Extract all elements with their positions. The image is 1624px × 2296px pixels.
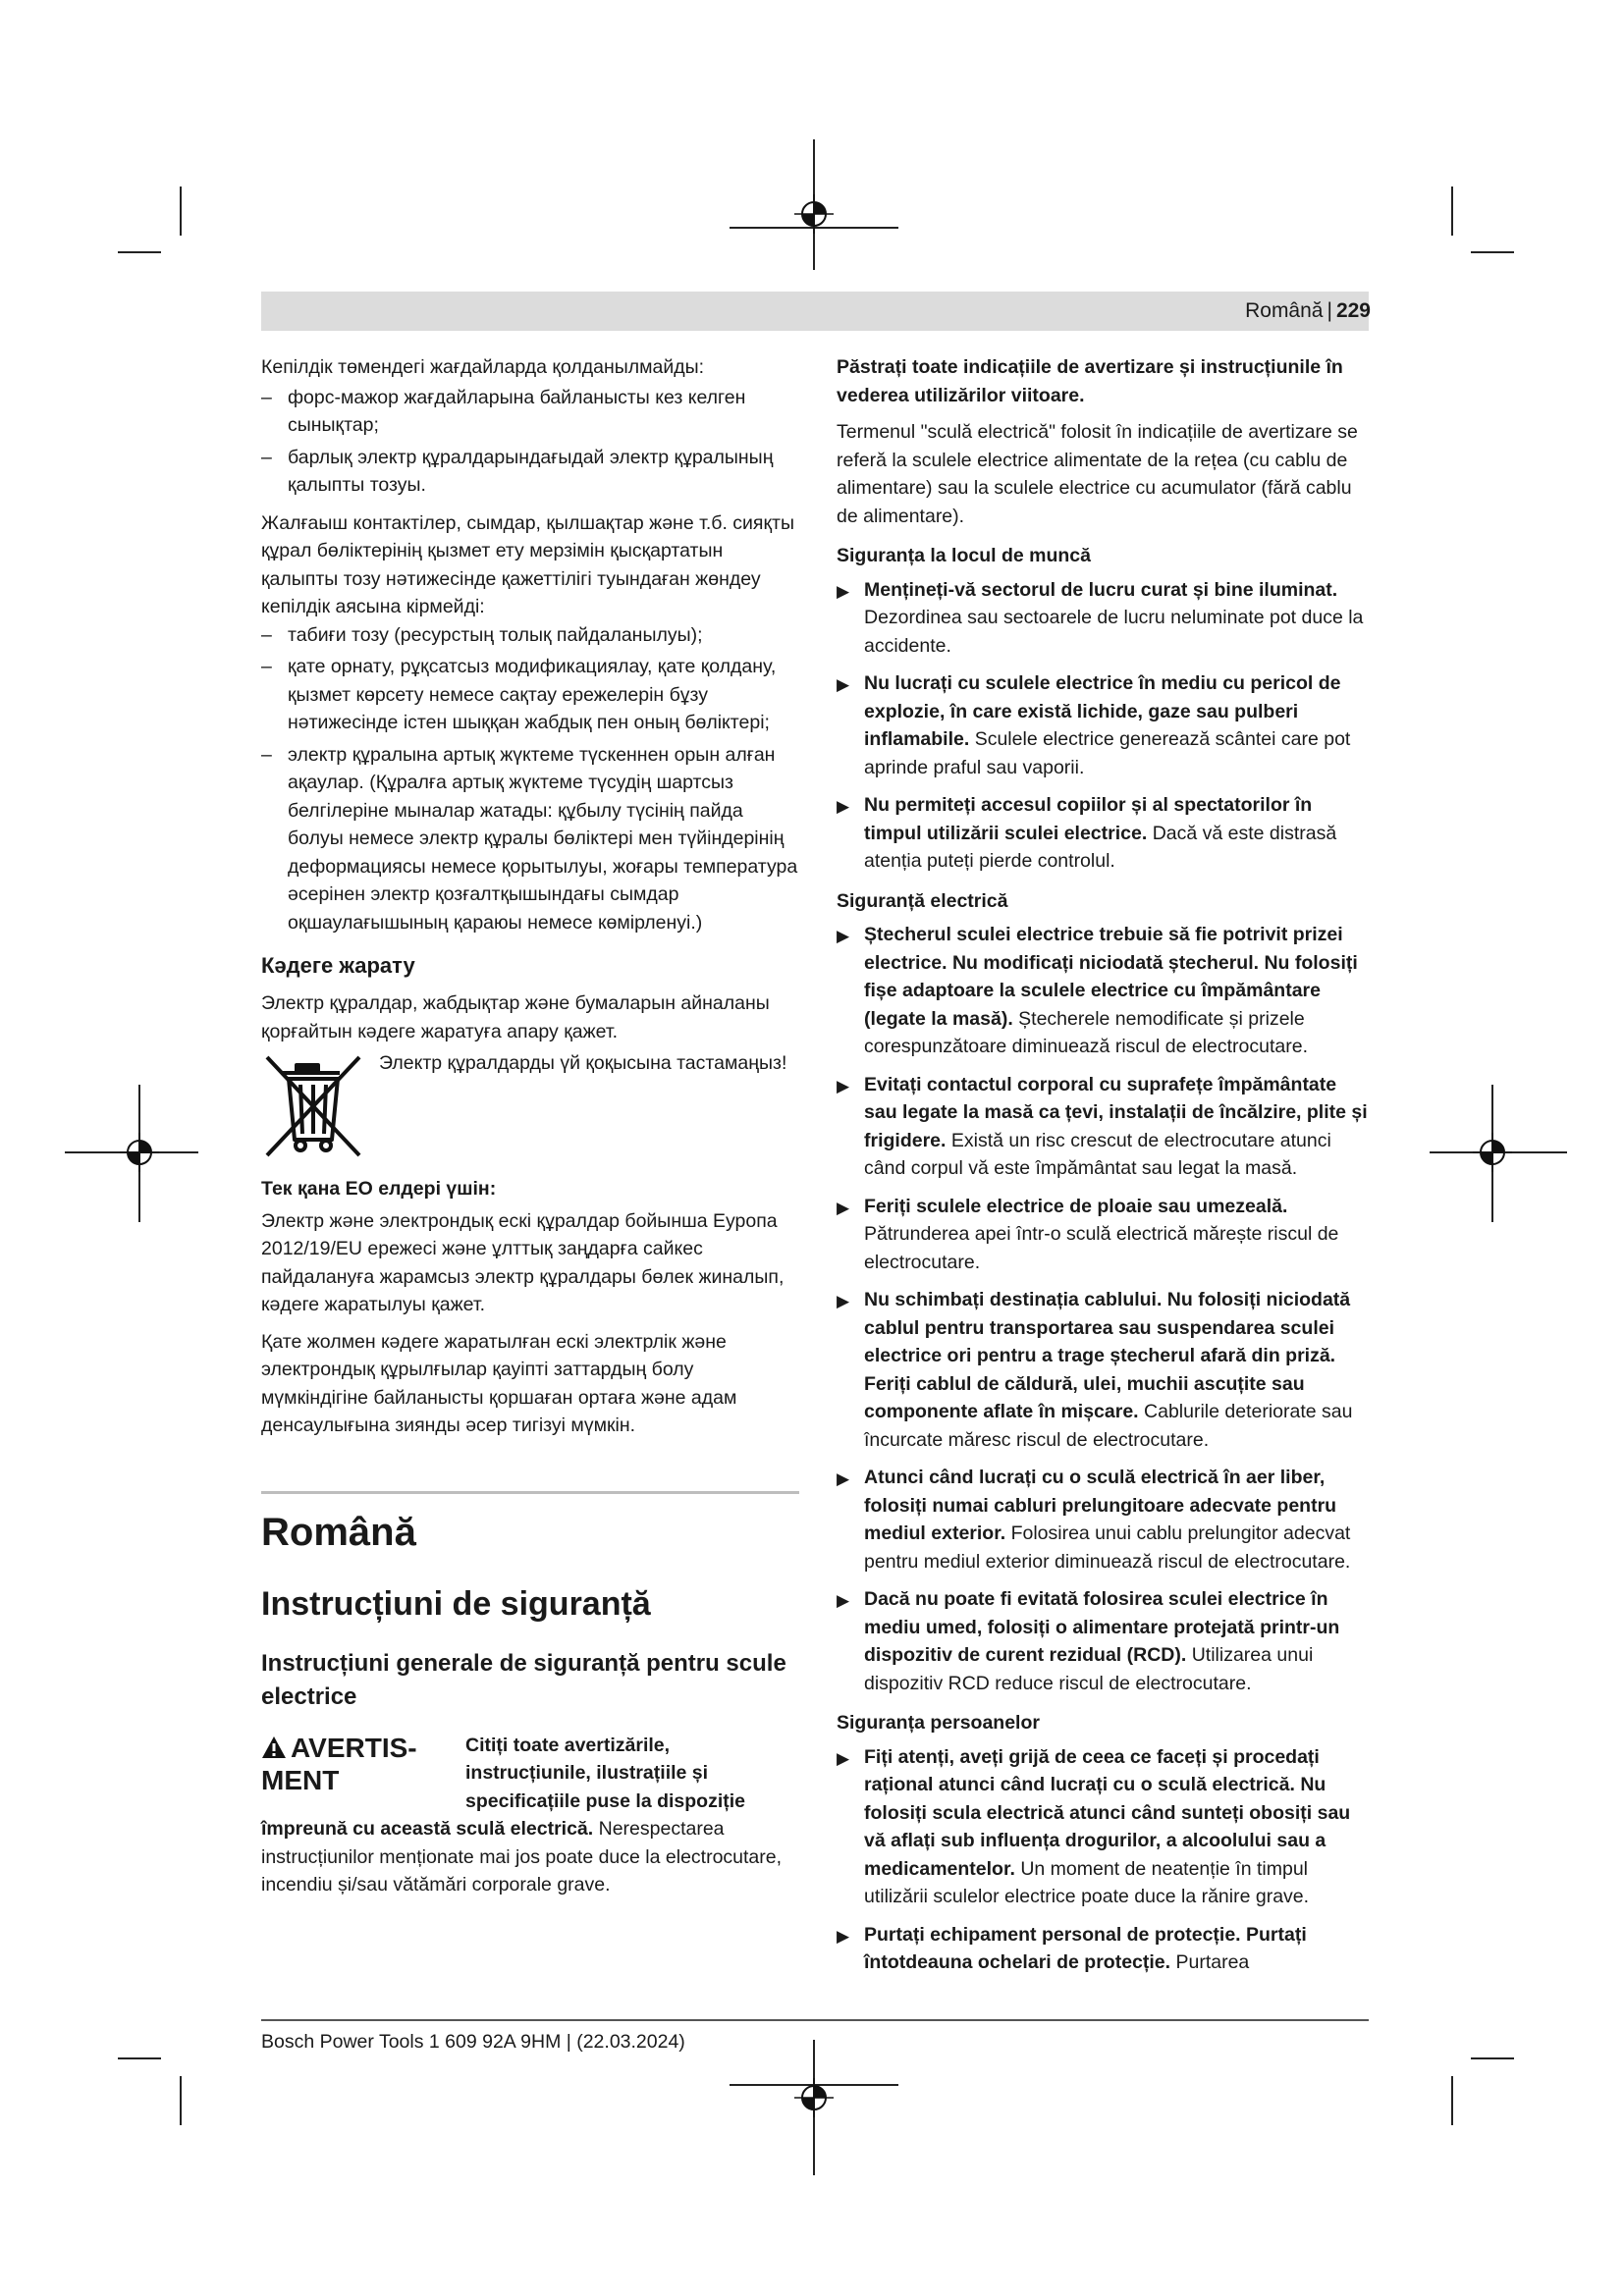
crosshair-icon — [1473, 1133, 1512, 1172]
header-separator: | — [1326, 299, 1332, 322]
item-text: Purtarea — [1175, 1951, 1250, 1973]
header-band — [261, 292, 1369, 331]
list-item — [261, 653, 799, 737]
triangle-right-icon: ▶ — [837, 1748, 850, 1768]
item-text: Pătrunderea apei într-o sculă electrică mărește riscul de electrocutare. — [864, 1223, 1339, 1273]
crop-mark — [1471, 251, 1514, 253]
list-item — [261, 444, 799, 500]
list-item — [261, 741, 799, 937]
item-text: Folosirea unui cablu prelungitor adecvat pentru mediul exterior diminuează riscul de electrocutare. — [864, 1522, 1351, 1573]
crop-mark — [1451, 187, 1453, 236]
left-column — [261, 353, 799, 1899]
item-text: Dacă vă este distrasă atenția puteți pierde controlul. — [864, 822, 1337, 872]
disposal-heading: Кәдеге жарату — [261, 953, 415, 978]
list-item-text: табиғи тозу (ресурстың толық пайдаланылуы); — [288, 623, 703, 646]
crop-mark — [118, 251, 161, 253]
item-text: Utilizarea unui dispozitiv RCD reduce riscul de electrocutare. — [864, 1644, 1314, 1694]
weee-notice — [261, 1049, 799, 1159]
crop-mark — [1471, 2057, 1514, 2059]
item-bold: Mențineți-vă sectorul de lucru curat și bine iluminat. — [864, 578, 1338, 601]
item-bold: Purtați echipament personal de protecție. Purtați întotdeauna ochelari de protecție. — [864, 1923, 1307, 1973]
list-item-text: форс-мажор жағдайларына байланысты кез келген сынықтар; — [288, 386, 746, 436]
footer-rule — [261, 2019, 1369, 2021]
triangle-right-icon: ▶ — [837, 1469, 850, 1488]
page-header — [1245, 295, 1371, 327]
bin-note: Электр құралдарды үй қоқысына тастамаңыз! — [379, 1052, 787, 1074]
warning-label — [261, 1732, 448, 1796]
list-item — [261, 384, 799, 440]
crop-mark — [180, 187, 182, 236]
list-item — [837, 1921, 1375, 1977]
triangle-right-icon: ▶ — [837, 797, 850, 816]
item-bold: Ștecherul sculei electrice trebuie să fie potrivit prizei electrice. Nu modificați niciodată ștecherul. Nu folosiți fișe adaptoare la sculele electrice cu împământare (legate la masă). — [864, 924, 1358, 1030]
item-bold: Dacă nu poate fi evitată folosirea sculei electrice în mediu umed, folosiți o alimentare protejată printr-un dispozitiv de curent rezidual (RCD). — [864, 1588, 1340, 1666]
page-number: 229 — [1335, 299, 1371, 322]
eu-heading: Тек қана ЕО елдері үшін: — [261, 1178, 497, 1200]
term-paragraph: Termenul "sculă electrică" folosit în indicațiile de avertizare se referă la sculele electrice alimentate de la rețea (cu cablu de alimentare) sau la sculele electrice cu acumulator (fără cablu de alimentare). — [837, 421, 1358, 527]
list-item — [837, 1286, 1375, 1454]
crosshair-icon — [794, 194, 834, 234]
list-item — [837, 669, 1375, 781]
item-bold: Atunci când lucrați cu o sculă electrică în aer liber, folosiți numai cabluri prelungitoare adecvate pentru mediul exterior. — [864, 1467, 1337, 1544]
triangle-right-icon: ▶ — [837, 675, 850, 694]
wear-paragraph: Жалғаыш контактілер, сымдар, қылшақтар және т.б. сияқты құрал бөліктерінің қызмет ету мерзімін қысқартатын қалыпты тозу нәтижесінде қажеттілігі туындаған жөндеу кепілдік аясына кірмейді: — [261, 511, 794, 617]
section-divider — [261, 1491, 799, 1494]
item-bold: Nu schimbați destinația cablului. Nu folosiți niciodată cablul pentru transportarea sau suspendarea sculei electrice ori pentru a trage ștecherul afară din priză. Feriți cablul de căldură, ulei, muchii ascuțite sau componente aflate în mișcare. — [864, 1289, 1351, 1422]
item-text: Sculele electrice generează scântei care pot aprinde praful sau vaporii. — [864, 728, 1351, 778]
dash-marker: – — [261, 623, 272, 646]
crosshair-icon — [794, 2078, 834, 2117]
item-bold: Fiți atenți, aveți grijă de ceea ce faceți și procedați rațional atunci când lucrați cu o sculă electrică. Nu folosiți scula electrică atunci când sunteți obosiți sau vă aflați sub influența drogurilor, a alcoolului sau a medicamentelor. — [864, 1745, 1351, 1880]
crosshair-icon — [120, 1133, 159, 1172]
item-text: Dezordinea sau sectoarele de lucru neluminate pot duce la accidente. — [864, 607, 1364, 657]
personal-safety-heading: Siguranța persoanelor — [837, 1712, 1040, 1734]
triangle-right-icon: ▶ — [837, 1591, 850, 1610]
list-item — [837, 1071, 1375, 1183]
warning-block — [261, 1732, 799, 1899]
electrical-safety-heading: Siguranță electrică — [837, 889, 1008, 912]
dash-marker: – — [261, 386, 272, 408]
warning-label-text: AVERTIS-MENT — [261, 1732, 417, 1795]
language-title: Română — [261, 1510, 416, 1554]
crop-mark — [180, 2076, 182, 2125]
general-safety-title: Instrucțiuni generale de siguranță pentru scule electrice — [261, 1649, 786, 1710]
item-text: Un moment de neatenție în timpul utilizării sculelor electrice poate duce la rănire grave. — [864, 1857, 1310, 1907]
dash-marker: – — [261, 446, 272, 468]
keep-instructions: Păstrați toate indicațiile de avertizare și instrucțiunile în vederea utilizărilor viitoare. — [837, 356, 1343, 406]
crop-mark — [1451, 2076, 1453, 2125]
list-item — [837, 1464, 1375, 1575]
warning-text: Nerespectarea instrucțiunilor menționate mai jos poate duce la electrocutare, incendiu și/sau vătămări corporale grave. — [261, 1818, 783, 1896]
list-item — [837, 1743, 1375, 1911]
eu-paragraph: Қате жолмен кәдеге жаратылған ескі электрлік және электрондық құрылғылар қауіпті заттардың болу мүмкіндігіне байланысты қоршаған ортаға және адам денсаулығына зиянды әсер тигізуі мүмкін. — [261, 1330, 737, 1436]
dash-marker: – — [261, 743, 272, 766]
list-item — [837, 1585, 1375, 1697]
crossed-out-wheelie-bin-icon — [261, 1049, 367, 1159]
eu-paragraph: Электр және электрондық ескі құралдар бойынша Еуропа 2012/19/EU ережесі және ұлттық заңдарға сайкес пайдалануға жарамсыз электр құралдары бөлек жиналып, кәдеге жаратылуы қажет. — [261, 1209, 785, 1315]
triangle-right-icon: ▶ — [837, 927, 850, 945]
list-item — [837, 791, 1375, 876]
list-item — [837, 1193, 1375, 1277]
warning-bold-text: Citiți toate avertizările, instrucțiunile, ilustrațiile și specificațiile puse la dispoziție împreună cu această sculă electrică. — [261, 1734, 746, 1840]
crop-mark — [118, 2057, 161, 2059]
list-item — [837, 921, 1375, 1061]
item-text: Ștecherele nemodificate și prizele corespunzătoare diminuează riscul de electrocutare. — [864, 1007, 1308, 1057]
list-item-text: электр құралына артық жүктеме түскеннен орын алған ақаулар. (Құралға артық жүктеме түсудің шартсыз белгілеріне мыналар жатады: құбылу түсінің пайда болуы немесе электр құралы бөліктері мен түйіндерінің деформациясы немесе қорытылуы, жоғары температура әсерінен электр қозғалтқышындағы сымдар оқшаулағышының қараюы немесе көмірленуі.) — [288, 743, 798, 934]
item-bold: Nu lucrați cu sculele electrice în mediu cu pericol de explozie, în care există lichide, gaze sau pulberi inflamabile. — [864, 672, 1341, 750]
triangle-right-icon: ▶ — [837, 1076, 850, 1095]
triangle-right-icon: ▶ — [837, 1198, 850, 1217]
triangle-right-icon: ▶ — [837, 581, 850, 601]
item-text: Cablurile deteriorate sau încurcate măresc riscul de electrocutare. — [864, 1401, 1353, 1451]
triangle-right-icon: ▶ — [837, 1292, 850, 1310]
item-bold: Evitați contactul corporal cu suprafețe împământate sau legate la masă ca țevi, instalații de încălzire, plite și frigidere. — [864, 1073, 1368, 1151]
triangle-right-icon: ▶ — [837, 1926, 850, 1946]
item-bold: Nu permiteți accesul copiilor și al spectatorilor în timpul utilizării sculei electrice. — [864, 794, 1313, 844]
item-bold: Feriți sculele electrice de ploaie sau umezeală. — [864, 1195, 1288, 1217]
list-item — [837, 576, 1375, 661]
dash-marker: – — [261, 656, 272, 677]
warning-triangle-icon — [261, 1735, 287, 1759]
warranty-intro: Кепілдік төмендегі жағдайларда қолданылмайды: — [261, 356, 705, 378]
item-text: Există un risc crescut de electrocutare atunci când corpul vă este împământat sau legat la masă. — [864, 1129, 1331, 1179]
disposal-paragraph: Электр құралдар, жабдықтар және бумаларын айналаны қорғайтын кәдеге жаратуға апару қажет. — [261, 992, 770, 1042]
right-column — [837, 353, 1375, 1987]
header-section: Română — [1245, 299, 1324, 322]
list-item-text: қате орнату, рұқсатсыз модификациялау, қате қолдану, қызмет көрсету немесе сақтау ережелерін бұзу нәтижесінде істен шыққан жабдық пен оның бөліктері; — [288, 656, 777, 733]
list-item — [261, 621, 799, 650]
list-item-text: барлық электр құралдарындағыдай электр құралының қалыпты тозуы. — [288, 446, 774, 496]
page-footer: Bosch Power Tools 1 609 92A 9HM | (22.03.2024) — [261, 2031, 685, 2053]
work-area-heading: Siguranța la locul de muncă — [837, 545, 1091, 566]
safety-title: Instrucțiuni de siguranță — [261, 1584, 651, 1623]
